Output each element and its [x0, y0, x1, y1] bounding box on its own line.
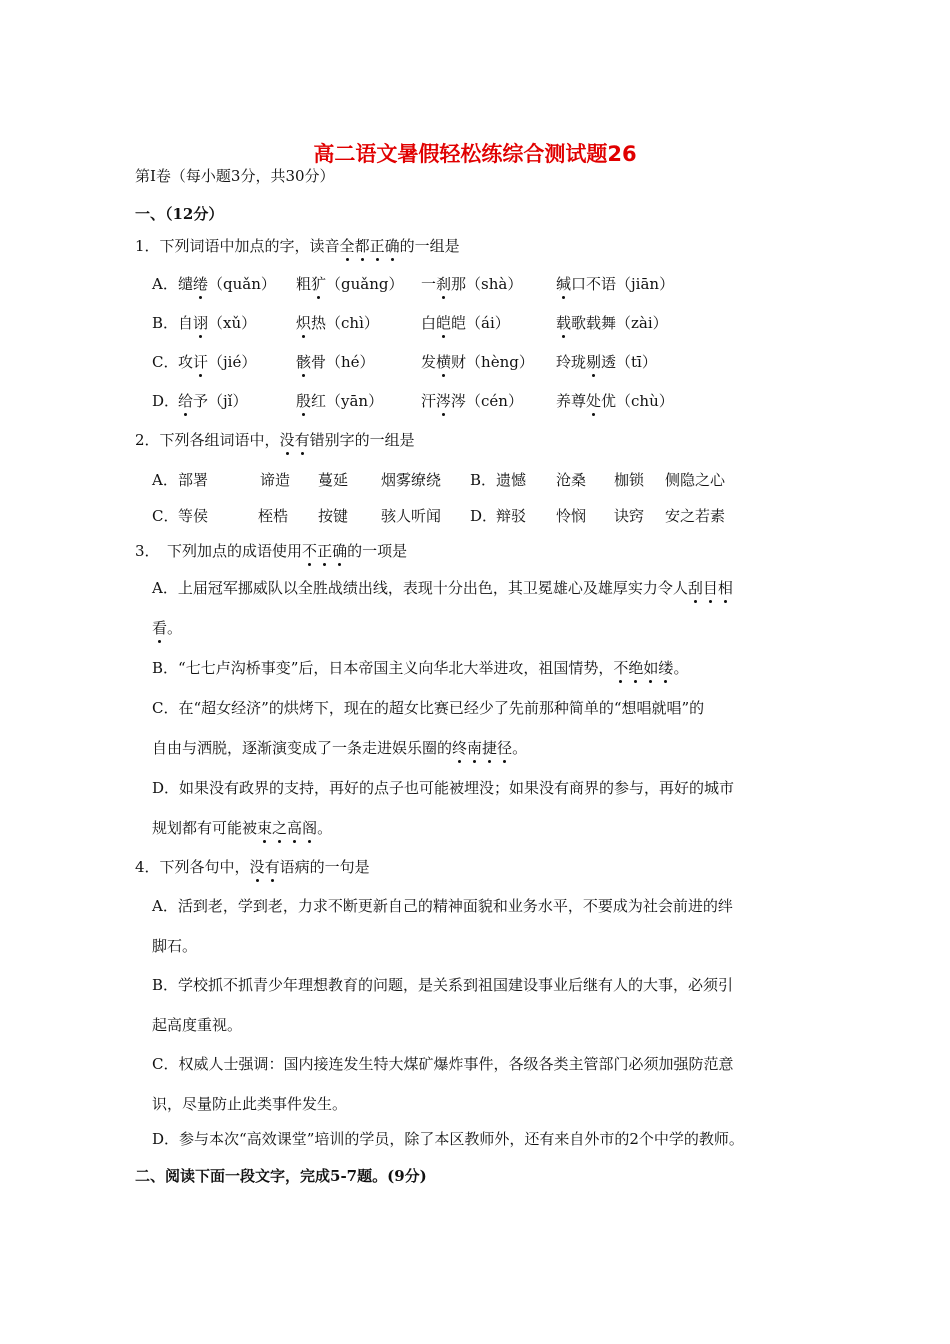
question-3-option-d: D．如果没有政界的支持，再好的点子也可能被埋没；如果没有商界的参与，再好的城市 [152, 779, 735, 797]
dotted-char: 载 [556, 314, 572, 332]
text: 财（hèng） [451, 353, 534, 371]
pinyin-item [178, 352, 256, 372]
option-word: 骇人听闻 [381, 507, 442, 525]
dotted-char: 之 [272, 819, 288, 837]
dotted-char: 刮 [687, 579, 703, 597]
text: 热（chì） [311, 314, 379, 332]
stem-text: 的一组是 [399, 237, 460, 255]
pinyin-item [421, 391, 523, 411]
option-word: 按键 [318, 507, 349, 525]
dotted-char: 处 [586, 392, 602, 410]
pinyin-item [178, 313, 256, 333]
text: 那（shà） [451, 275, 523, 293]
option-text: 。 [512, 739, 528, 757]
text: 发 [421, 353, 437, 371]
dotted-char: 南 [467, 739, 483, 757]
option-label: A． [152, 275, 178, 293]
dotted-char: 看 [152, 619, 168, 637]
pinyin-item [178, 274, 276, 294]
text: （guǎng） [326, 275, 404, 293]
dotted-char: 正 [317, 542, 333, 560]
stem-text: 1．下列词语中加点的字，读音 [135, 237, 340, 255]
option-word: 辩驳 [496, 507, 527, 525]
question-4-option-a: A．活到老，学到老，力求不断更新自己的精神面貌和业务水平，不要成为社会前进的绊 [152, 897, 733, 915]
text: 一 [421, 275, 437, 293]
stem-text: 2．下列各组词语中， [135, 431, 280, 449]
question-3-option-b [152, 658, 688, 678]
idiom-text [152, 619, 167, 637]
option-text: 规划都有可能被 [152, 819, 258, 837]
text: 红（yān） [311, 392, 384, 410]
dotted-char: 缕 [658, 659, 674, 677]
option-word: 等侯 [178, 507, 209, 525]
dotted-char: 相 [717, 579, 733, 597]
dotted-char: 径 [497, 739, 513, 757]
option-word: 枷锁 [614, 471, 645, 489]
option-label: B． [470, 471, 497, 489]
dotted-char: 正 [369, 237, 385, 255]
dotted-char: 束 [257, 819, 273, 837]
question-4-option-c-cont: 识，尽量防止此类事件发生。 [152, 1095, 348, 1113]
stem-text: 的一项是 [347, 542, 408, 560]
dotted-char: 没 [249, 858, 265, 876]
text: 玲珑 [556, 353, 587, 371]
dotted-char: 确 [384, 237, 400, 255]
option-label: C． [152, 353, 179, 371]
emphasis-text [340, 237, 400, 255]
option-word: 谛造 [260, 471, 291, 489]
question-4-option-c: C．权威人士强调：国内接连发生特大煤矿爆炸事件，各级各类主管部门必须加强防范意 [152, 1055, 734, 1073]
option-label: D． [470, 507, 498, 525]
dotted-char: 骸 [296, 353, 312, 371]
text: （jié） [208, 353, 257, 371]
text: 白 [421, 314, 437, 332]
dotted-char: 犷 [311, 275, 327, 293]
pinyin-item [296, 313, 379, 333]
dotted-char: 目 [702, 579, 718, 597]
text: 予（jǐ） [193, 392, 248, 410]
dotted-char: 如 [643, 659, 659, 677]
text: 自 [178, 314, 194, 332]
question-2-stem [135, 430, 415, 450]
option-text: A．上届冠军挪威队以全胜战绩出线，表现十分出色，其卫冕雄心及雄厚实力令人 [152, 579, 688, 597]
dotted-char: 炽 [296, 314, 312, 332]
dotted-char: 全 [339, 237, 355, 255]
dotted-char: 不 [302, 542, 318, 560]
dotted-char: 阁 [302, 819, 318, 837]
dotted-char: 确 [332, 542, 348, 560]
text: 汗 [421, 392, 437, 410]
question-4-stem [135, 857, 370, 877]
question-4-option-b-cont: 起高度重视。 [152, 1016, 243, 1034]
question-3-option-a [152, 578, 733, 598]
text: 皑（ái） [451, 314, 510, 332]
text: 涔（cén） [451, 392, 523, 410]
dotted-char: 不 [613, 659, 629, 677]
option-word: 沧桑 [556, 471, 587, 489]
option-word: 烟雾缭绕 [381, 471, 442, 489]
part-heading: 第Ⅰ卷（每小题3分，共30分） [135, 167, 335, 185]
dotted-char: 涔 [436, 392, 452, 410]
pinyin-item [296, 391, 383, 411]
question-4-option-d: D．参与本次“高效课堂”培训的学员，除了本区教师外，还有来自外市的2个中学的教师。 [152, 1130, 744, 1148]
dotted-char: 给 [178, 392, 194, 410]
option-word: 诀窍 [614, 507, 645, 525]
pinyin-item [296, 274, 404, 294]
dotted-char: 捷 [482, 739, 498, 757]
text: 口不语（jiān） [571, 275, 675, 293]
section-heading-2: 二、阅读下面一段文字，完成5-7题。(9分) [135, 1167, 427, 1185]
text: 歌载舞（zài） [571, 314, 668, 332]
question-4-option-b: B．学校抓不抓青少年理想教育的问题，是关系到祖国建设事业后继有人的大事，必须引 [152, 976, 734, 994]
dotted-char: 高 [287, 819, 303, 837]
text: （quǎn） [208, 275, 276, 293]
option-label: C． [152, 507, 179, 525]
dotted-char: 没 [279, 431, 295, 449]
idiom-text [257, 819, 317, 837]
dotted-char: 横 [436, 353, 452, 371]
stem-text: 3． 下列加点的成语使用 [135, 542, 303, 560]
emphasis-text [280, 431, 310, 449]
stem-text: 错别字的一组是 [309, 431, 415, 449]
dotted-char: 终 [452, 739, 468, 757]
dotted-char: 诩 [193, 314, 209, 332]
stem-text: 4．下列各句中， [135, 858, 250, 876]
text: 缱 [178, 275, 194, 293]
option-label: B． [152, 314, 179, 332]
question-3-option-c-cont [152, 738, 527, 758]
pinyin-item [421, 274, 522, 294]
option-word: 安之若素 [665, 507, 726, 525]
pinyin-item [178, 391, 247, 411]
option-text: 。 [673, 659, 689, 677]
pinyin-item [556, 352, 657, 372]
option-word: 怜悯 [556, 507, 587, 525]
text: 养尊 [556, 392, 587, 410]
pinyin-item [556, 274, 674, 294]
text: 攻 [178, 353, 194, 371]
idiom-text [452, 739, 512, 757]
idiom-text [613, 659, 673, 677]
option-word: 桎梏 [258, 507, 289, 525]
dotted-char: 皑 [436, 314, 452, 332]
question-3-option-d-cont [152, 818, 332, 838]
dotted-char: 绝 [628, 659, 644, 677]
dotted-char: 刹 [436, 275, 452, 293]
emphasis-text [302, 542, 347, 560]
option-text: 。 [167, 619, 183, 637]
pinyin-item [556, 391, 674, 411]
idiom-text [688, 579, 733, 597]
option-label: A． [152, 471, 178, 489]
option-text: 。 [317, 819, 333, 837]
stem-text: 语病的一句是 [279, 858, 370, 876]
text: 粗 [296, 275, 312, 293]
dotted-char: 缄 [556, 275, 572, 293]
emphasis-text [250, 858, 280, 876]
option-text: B．“七七卢沟桥事变”后，日本帝国主义向华北大举进攻，祖国情势， [152, 659, 614, 677]
question-1-stem [135, 236, 460, 256]
pinyin-item [421, 313, 510, 333]
dotted-char: 剔 [586, 353, 602, 371]
pinyin-item [421, 352, 534, 372]
option-word: 遗憾 [496, 471, 527, 489]
question-4-option-a-cont: 脚石。 [152, 937, 198, 955]
section-heading-1: 一、（12分） [135, 205, 224, 223]
dotted-char: 有 [264, 858, 280, 876]
dotted-char: 有 [294, 431, 310, 449]
question-3-option-a-cont [152, 618, 182, 638]
dotted-char: 绻 [193, 275, 209, 293]
text: （xǔ） [208, 314, 257, 332]
text: 透（tī） [601, 353, 657, 371]
question-3-stem [135, 541, 407, 561]
option-word: 部署 [178, 471, 209, 489]
question-3-option-c: C．在“超女经济”的烘烤下，现在的超女比赛已经少了先前那种简单的“想唱就唱”的 [152, 699, 705, 717]
option-label: D． [152, 392, 180, 410]
option-word: 侧隐之心 [665, 471, 726, 489]
dotted-char: 都 [354, 237, 370, 255]
dotted-char: 讦 [193, 353, 209, 371]
option-text: 自由与洒脱，逐渐演变成了一条走进娱乐圈的 [152, 739, 453, 757]
text: 骨（hé） [311, 353, 375, 371]
option-word: 蔓延 [318, 471, 349, 489]
page-title: 高二语文暑假轻松练综合测试题26 [313, 142, 637, 166]
pinyin-item [296, 352, 375, 372]
pinyin-item [556, 313, 668, 333]
text: 优（chù） [601, 392, 674, 410]
dotted-char: 殷 [296, 392, 312, 410]
